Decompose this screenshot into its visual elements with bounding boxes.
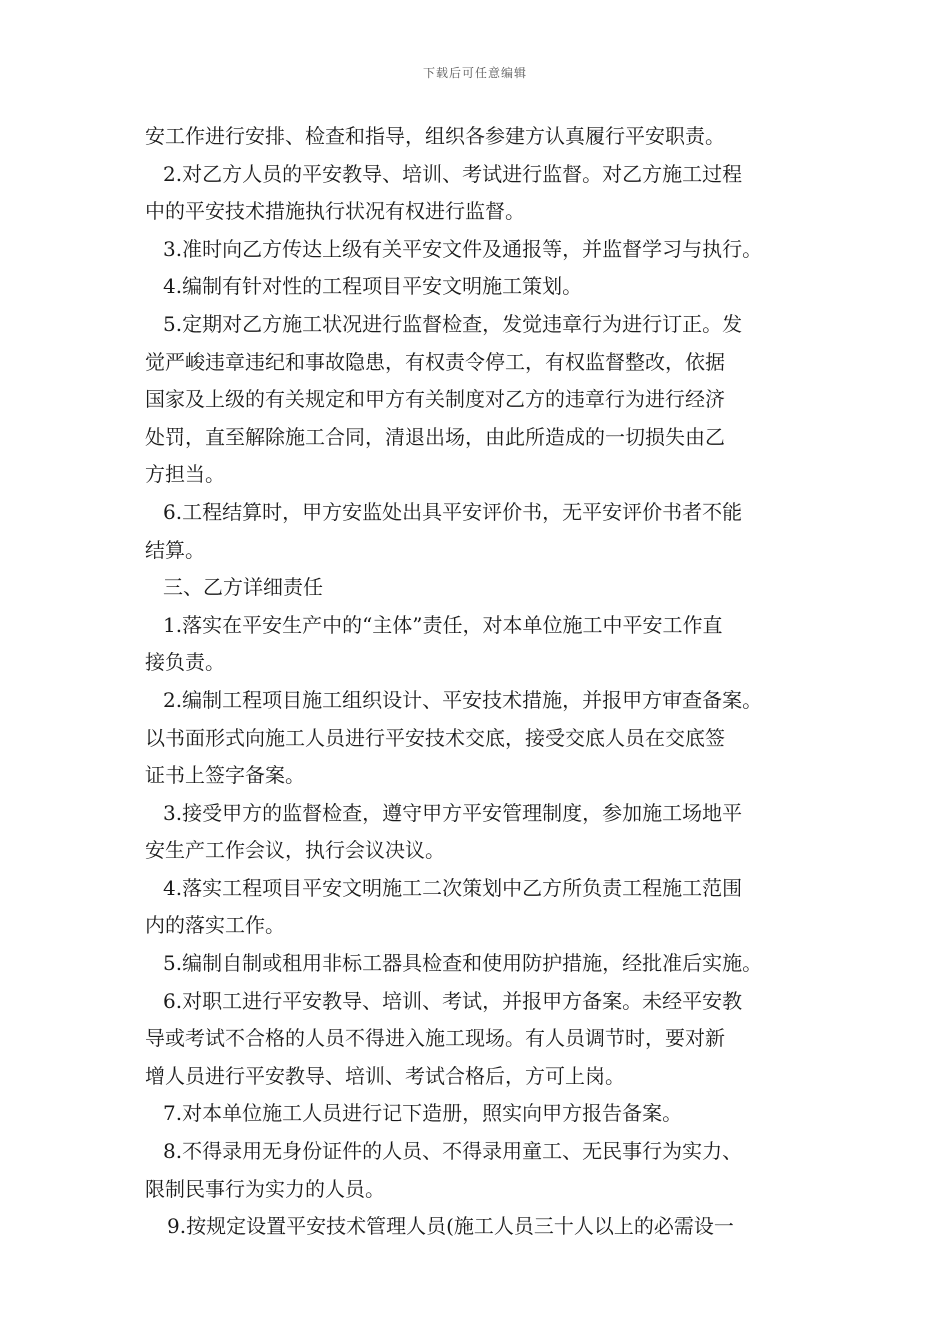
text-line: 以书面形式向施工人员进行平安技术交底，接受交底人员在交底签	[145, 725, 725, 750]
text-line: 3.准时向乙方传达上级有关平安文件及通报等，并监督学习与执行。	[163, 236, 763, 261]
text-line: 5.定期对乙方施工状况进行监督检查，发觉违章行为进行订正。发	[163, 311, 743, 336]
text-line: 6.对职工进行平安教导、培训、考试，并报甲方备案。未经平安教	[163, 988, 743, 1013]
text-line: 导或考试不合格的人员不得进入施工现场。有人员调节时，要对新	[145, 1026, 725, 1051]
text-line: 限制民事行为实力的人员。	[145, 1176, 385, 1201]
text-line: 觉严峻违章违纪和事故隐患，有权责令停工，有权监督整改，依据	[145, 349, 725, 374]
text-line: 增人员进行平安教导、培训、考试合格后，方可上岗。	[145, 1063, 625, 1088]
document-body	[145, 118, 813, 1246]
text-line: 安工作进行安排、检查和指导，组织各参建方认真履行平安职责。	[145, 124, 725, 148]
section-heading: 三、乙方详细责任	[163, 575, 323, 600]
text-line: 方担当。	[145, 462, 225, 487]
text-line: 安生产工作会议，执行会议决议。	[145, 838, 445, 863]
text-line: 4.编制有针对性的工程项目平安文明施工策划。	[163, 274, 583, 299]
text-line: 中的平安技术措施执行状况有权进行监督。	[145, 199, 525, 224]
text-line: 3.接受甲方的监督检查，遵守甲方平安管理制度，参加施工场地平	[163, 800, 743, 825]
text-line: 1.落实在平安生产中的“主体”责任，对本单位施工中平安工作直	[163, 612, 723, 637]
text-line: 国家及上级的有关规定和甲方有关制度对乙方的违章行为进行经济	[145, 387, 725, 412]
text-line: 5.编制自制或租用非标工器具检查和使用防护措施，经批准后实施。	[163, 951, 763, 976]
text-line: 内的落实工作。	[145, 913, 285, 938]
text-line: 6.工程结算时，甲方安监处出具平安评价书，无平安评价书者不能	[163, 499, 743, 524]
text-line: 7.对本单位施工人员进行记下造册，照实向甲方报告备案。	[163, 1101, 683, 1126]
text-line: 8.不得录用无身份证件的人员、不得录用童工、无民事行为实力、	[163, 1139, 743, 1164]
text-line: 接负责。	[145, 650, 225, 675]
header-note: 下载后可任意编辑	[422, 66, 527, 80]
text-line: 证书上签字备案。	[145, 763, 305, 788]
text-line: 2.编制工程项目施工组织设计、平安技术措施，并报甲方审查备案。	[163, 687, 763, 712]
text-line: 结算。	[145, 537, 205, 562]
text-line: 2.对乙方人员的平安教导、培训、考试进行监督。对乙方施工过程	[163, 161, 743, 186]
text-line: 4.落实工程项目平安文明施工二次策划中乙方所负责工程施工范围	[163, 875, 743, 900]
text-line: 处罚，直至解除施工合同，清退出场，由此所造成的一切损失由乙	[145, 424, 725, 449]
text-line: 9.按规定设置平安技术管理人员(施工人员三十人以上的必需设一	[167, 1214, 734, 1239]
